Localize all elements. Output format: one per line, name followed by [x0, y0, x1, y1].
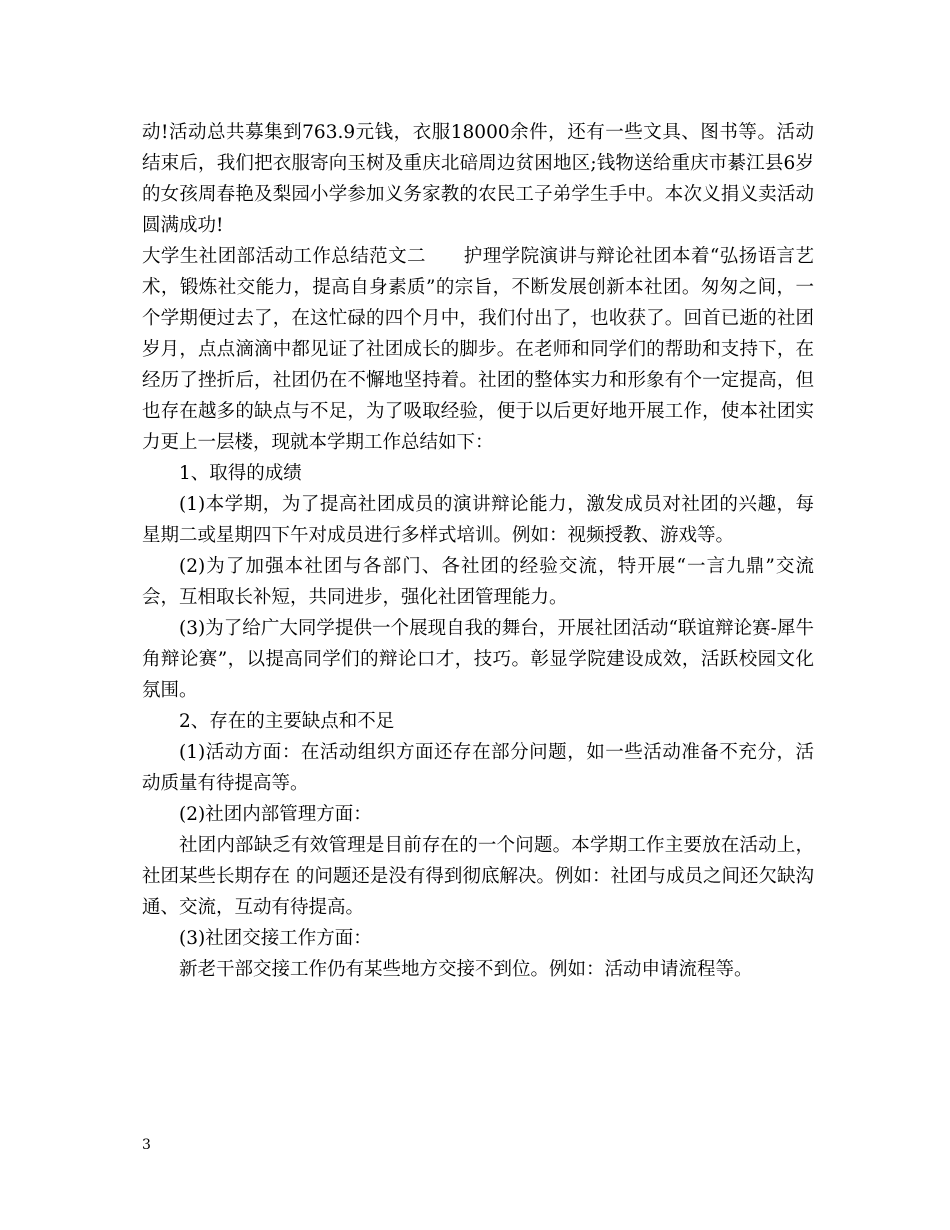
paragraph-achievement-1: (1)本学期，为了提高社团成员的演讲辩论能力，激发成员对社团的兴趣，每星期二或星期四下午对成员进行多样式培训。例如：视频授教、游戏等。 — [142, 494, 814, 546]
paragraph-donation-result: 动!活动总共募集到763.9元钱，衣服18000余件，还有一些文具、图书等。活动结束后，我们把衣服寄向玉树及重庆北碚周边贫困地区;钱物送给重庆市綦江县6岁的女孩周春艳及梨园小学参加义务家教的农民工子弟学生手中。本次义捐义卖活动圆满成功! — [142, 122, 814, 236]
paragraph-achievement-2: (2)为了加强本社团与各部门、各社团的经验交流，特开展“一言九鼎”交流会，互相取长补短，共同进步，强化社团管理能力。 — [142, 556, 814, 608]
document-body — [142, 117, 814, 985]
paragraph-shortcoming-3-title: (3)社团交接工作方面： — [179, 928, 372, 949]
page-number: 3 — [142, 1137, 151, 1153]
paragraph-shortcoming-2-body: 社团内部缺乏有效管理是目前存在的一个问题。本学期工作主要放在活动上，社团某些长期存在 的问题还是没有得到彻底解决。例如：社团与成员之间还欠缺沟通、交流，互动有待提高。 — [142, 835, 814, 918]
paragraph-shortcoming-2-title: (2)社团内部管理方面： — [179, 804, 372, 825]
paragraph-summary-intro: 大学生社团部活动工作总结范文二 护理学院演讲与辩论社团本着“弘扬语言艺术，锻炼社交能力，提高自身素质”的宗旨，不断发展创新本社团。匆匆之间，一个学期便过去了，在这忙碌的四个月中，我们付出了，也收获了。回首已逝的社团岁月，点点滴滴中都见证了社团成长的脚步。在老师和同学们的帮助和支持下，在经历了挫折后，社团仍在不懈地坚持着。社团的整体实力和形象有个一定提高，但也存在越多的缺点与不足，为了吸取经验，便于以后更好地开展工作，使本社团实力更上一层楼，现就本学期工作总结如下： — [142, 246, 814, 453]
paragraph-achievement-3: (3)为了给广大同学提供一个展现自我的舞台，开展社团活动“联谊辩论赛-犀牛角辩论赛”，以提高同学们的辩论口才，技巧。彰显学院建设成效，活跃校园文化氛围。 — [142, 618, 814, 701]
section-heading-achievements: 1、取得的成绩 — [179, 463, 302, 484]
paragraph-shortcoming-1: (1)活动方面：在活动组织方面还存在部分问题，如一些活动准备不充分，活动质量有待提高等。 — [142, 742, 814, 794]
section-heading-shortcomings: 2、存在的主要缺点和不足 — [179, 711, 395, 732]
paragraph-shortcoming-3-body: 新老干部交接工作仍有某些地方交接不到位。例如：活动申请流程等。 — [179, 959, 753, 980]
